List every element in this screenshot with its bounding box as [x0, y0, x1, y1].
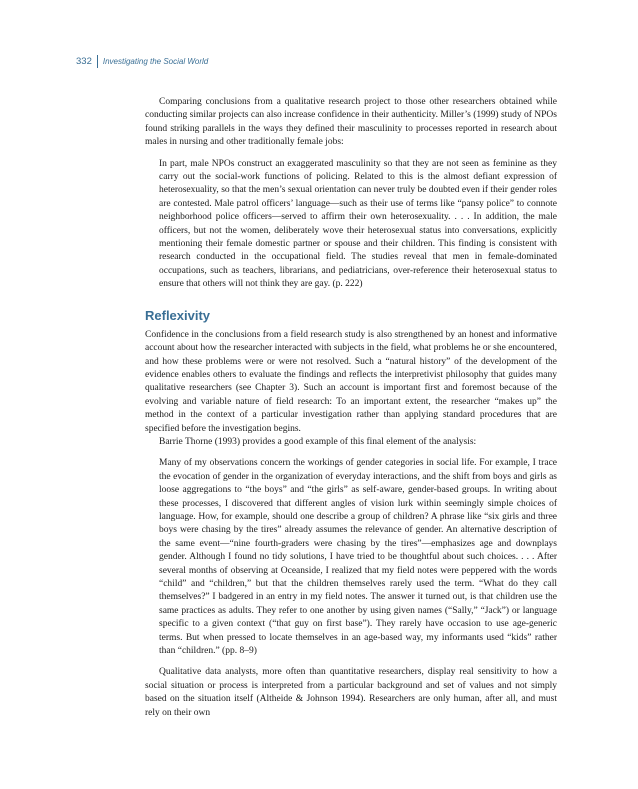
paragraph-comparing-conclusions: Comparing conclusions from a qualitative research project to those other researchers obtained while conducting similar projects can also increase confidence in their authenticity. Miller’s (1999) study of NPOs found striking parallels in the ways they defined their masculinity to processes reported in research about males in nursing and other traditionally female jobs:	[145, 97, 557, 148]
paragraph-qualitative-analysts: Qualitative data analysts, more often than quantitative researchers, display real sensitivity to how a social situation or process is interpreted from a particular background and set of values and not simply based on the situation itself (Altheide & Johnson 1994). Researchers are only human, after all, and must rely on their own	[145, 667, 557, 718]
paragraph-thorne-intro: Barrie Thorne (1993) provides a good example of this final element of the analysis:	[159, 436, 477, 447]
section-heading-reflexivity: Reflexivity	[145, 307, 211, 323]
page-body	[145, 96, 557, 720]
block-quote-thorne: Many of my observations concern the workings of gender categories in social life. For example, I trace the evocation of gender in the organization of everyday interactions, and the shift from boys and girls as loose aggregations to “the boys” and “the girls” as self-aware, gender-based groups. In writing about these processes, I discovered that different angles of vision lurk within seemingly simple choices of language. How, for example, should one describe a group of children? A phrase like “six girls and three boys were chasing by the tires” already assumes the relevance of gender. An alternative description of the same event—“nine fourth-graders were chasing by the tires”—emphasizes age and downplays gender. Although I found no tidy solutions, I have tried to be thoughtful about such choices. . . . After several months of observing at Oceanside, I realized that my field notes were peppered with the words “child” and “children,” but that the children themselves rarely used the term. “What do they call themselves?” I badgered in an entry in my field notes. The answer it turned out, is that children use the same practices as adults. They refer to one another by using given names (“Sally,” “Jack”) or language specific to a given context (“that guy on first base”). They rarely have occasion to use age-generic terms. But when pressed to locate themselves in an age-based way, my informants used “kids” rather than “children.” (pp. 8–9)	[159, 458, 557, 657]
paragraph-confidence: Confidence in the conclusions from a field research study is also strengthened by an honest and informative account about how the researcher interacted with subjects in the field, what problems he or she encountered, and how these problems were or were not resolved. Such a “natural history” of the development of the evidence enables others to evaluate the findings and reflects the interpretivist philosophy that guides many qualitative researchers (see Chapter 3). Such an account is important first and foremost because of the evolving and variable nature of field research: To an important extent, the researcher “makes up” the method in the context of a particular investigation rather than applying standard procedures that are specified before the investigation begins.	[145, 329, 557, 434]
running-header	[76, 54, 208, 68]
page-number: 332	[76, 55, 98, 68]
running-title: Investigating the Social World	[102, 56, 209, 66]
block-quote-miller: In part, male NPOs construct an exaggerated masculinity so that they are not seen as feminine as they carry out the social-work functions of policing. Related to this is the almost defiant expression of heterosexuality, so that the men’s sexual orientation can never truly be doubted even if their gender roles are contested. Male patrol officers’ language—such as their use of terms like “pansy police” to connote neighborhood police officers—served to affirm their own heterosexuality. . . . In addition, the male officers, but not the women, deliberately wove their heterosexual status into conversations, explicitly mentioning their female domestic partner or spouse and their children. This finding is consistent with research conducted in the occupational field. The studies reveal that men in female-dominated occupations, such as teachers, librarians, and pediatricians, over-reference their heterosexual status to ensure that others will not think they are gay. (p. 222)	[159, 158, 557, 290]
